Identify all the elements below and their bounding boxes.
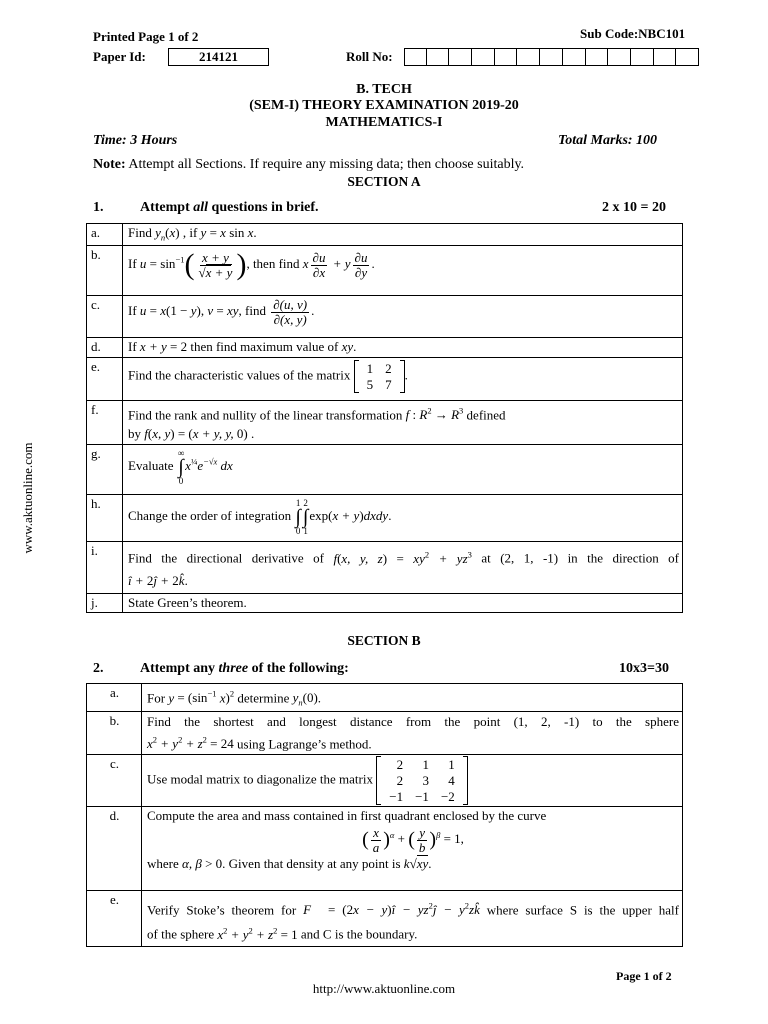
- question-1-text: [140, 200, 319, 216]
- formula: $y_n(0)$: [292, 690, 318, 708]
- roll-box[interactable]: [676, 48, 699, 66]
- item-text: Change the order of integration 1 ∫ 0 2 ∫ 1 exp(x + y)dxdy.: [123, 495, 683, 542]
- roll-box[interactable]: [404, 48, 427, 66]
- formula: f(x, y) = (x + y, y, 0): [144, 426, 248, 442]
- item-b-mid: , then find: [246, 255, 303, 271]
- printed-page-label: Printed Page 1 of 2: [93, 29, 199, 44]
- item-f-line1-post: defined: [463, 407, 506, 423]
- question-row: [87, 296, 683, 338]
- formula: $y_n(x)$: [155, 225, 180, 243]
- matrix-cell: 2: [385, 361, 392, 376]
- formula: $x^2 + y^2 + z^2 = 1$: [217, 925, 298, 942]
- item-text: Find the characteristic values of the matrix 1 2 5 7 .: [123, 358, 683, 401]
- q2-text-pre: Attempt any: [140, 661, 219, 676]
- item-text: If u = x(1 − y), v = xy, find $\frac{\partial(u, v)}{\partial(x, y)}$ .: [123, 296, 683, 338]
- roll-box[interactable]: [517, 48, 540, 66]
- roll-box[interactable]: [586, 48, 609, 66]
- section-a-table: [86, 223, 683, 613]
- section-b-table: [86, 683, 683, 947]
- item-label: j.: [87, 593, 123, 612]
- formula: x $\frac{\partial u}{\partial x}$ + y $\frac{\partial u}{\partial y}$: [302, 249, 368, 280]
- exam-title: (SEM-I) THEORY EXAMINATION 2019-20: [249, 98, 519, 113]
- roll-no-boxes[interactable]: [404, 48, 699, 66]
- formula: x + y = 2: [139, 339, 188, 354]
- item-c-mid: , find: [238, 303, 270, 319]
- question-row: [87, 712, 683, 755]
- note-label: Note:: [93, 157, 126, 172]
- formula: f : $R^2 \to R^3$: [405, 406, 464, 423]
- section-b-title: SECTION B: [347, 633, 421, 648]
- degree-title: B. TECH: [356, 82, 412, 97]
- question-row: [87, 246, 683, 296]
- formula-curve: ( $\frac{x}{a}$ )$^\alpha$ + ( $\frac{y}{b}$ )$^\beta$ = 1,: [362, 825, 464, 855]
- q2-text-em: three: [218, 661, 249, 676]
- item-text: Find $y_n(x)$ , if y = x sin x.: [123, 224, 683, 246]
- footer-url[interactable]: http://www.aktuonline.com: [312, 981, 456, 996]
- matrix-e: [354, 360, 405, 393]
- item-h-text: Change the order of integration: [128, 508, 295, 524]
- matrix-cell: 1: [366, 361, 374, 376]
- formula: F⃗ = (2x − y)î − $yz^2ĵ$ − $y^2zk̂$: [303, 901, 480, 918]
- formula: α, β > 0: [182, 856, 223, 872]
- integral: 2 ∫ 1: [302, 498, 309, 537]
- question-2-number: 2.: [93, 661, 104, 676]
- item-2e-line2-post: and C is the boundary.: [297, 926, 418, 942]
- matrix-cell: −1: [389, 788, 404, 804]
- item-2a-pre: For: [147, 690, 169, 706]
- item-text: State Green’s theorem.: [123, 593, 683, 612]
- item-f-line2: by: [128, 426, 145, 442]
- matrix-c: [376, 756, 468, 805]
- item-text: [142, 712, 683, 755]
- matrix-cell: 2: [396, 772, 404, 788]
- watermark: www.aktuonline.com: [20, 442, 35, 554]
- question-row: [87, 891, 683, 947]
- formula: $\frac{\partial(u, v)}{\partial(x, y)}$: [273, 297, 308, 327]
- item-f-line1: Find the rank and nullity of the linear transformation: [128, 407, 406, 423]
- roll-box[interactable]: [540, 48, 563, 66]
- formula: y = x sin x: [200, 225, 254, 240]
- matrix-cell: 1: [448, 757, 455, 773]
- section-a-title: SECTION A: [347, 174, 421, 189]
- item-label: e.: [87, 891, 142, 947]
- matrix-cell: 1: [422, 757, 429, 773]
- item-g-text: Evaluate: [128, 458, 177, 474]
- item-a-pre: Find: [128, 225, 156, 240]
- question-2-marks: 10x3=30: [619, 661, 669, 676]
- roll-no-label: Roll No:: [346, 49, 393, 64]
- roll-box[interactable]: [427, 48, 450, 66]
- item-text: Find the directional derivative of f(x, y, $z) = xy^2 + yz^3$ at (2, 1, -1) in the direction of î + 2ĵ + 2k̂.: [123, 542, 683, 593]
- question-1-number: 1.: [93, 200, 104, 215]
- item-d-pre: If: [128, 339, 140, 354]
- roll-box[interactable]: [472, 48, 495, 66]
- item-a-post: , if: [179, 225, 201, 240]
- matrix-cell: 4: [448, 772, 455, 788]
- item-text: If x + y = 2 then find maximum value of xy.: [123, 338, 683, 358]
- question-1-marks: 2 x 10 = 20: [602, 200, 666, 215]
- formula: exp(x + y)dxdy: [309, 508, 389, 524]
- roll-box[interactable]: [563, 48, 586, 66]
- question-row: [87, 401, 683, 445]
- item-label: g.: [87, 445, 123, 495]
- item-e-text: Find the characteristic values of the matrix: [128, 367, 354, 383]
- matrix-cell: 3: [422, 772, 429, 788]
- item-c-pre: If: [128, 303, 140, 319]
- formula: f(x, y, $z) = xy^2 + yz^3$: [333, 549, 472, 566]
- item-2d-line3-mid: . Given that density at any point is: [222, 856, 404, 872]
- formula: $x^{\frac{1}{4}}e^{-√x}$ dx: [185, 457, 233, 474]
- item-2e-line2-pre: of the sphere: [147, 926, 218, 942]
- item-2a-mid: determine: [234, 690, 293, 706]
- question-row: [87, 358, 683, 401]
- item-2d-line3: where α, β > 0. Given that density at any point is k√xy.: [147, 856, 432, 872]
- roll-box[interactable]: [449, 48, 472, 66]
- item-text: [142, 807, 683, 891]
- item-text: Find the rank and nullity of the linear transformation f : $R^2 \to R^3$ defined by f(x, y) = (x + y, y, 0) .: [123, 401, 683, 445]
- formula: xy: [341, 339, 354, 354]
- item-2b-line2-post: using Lagrange’s method.: [233, 736, 372, 752]
- matrix-cell: 7: [385, 376, 392, 392]
- item-text: [123, 445, 683, 495]
- question-row: [87, 495, 683, 542]
- roll-box[interactable]: [631, 48, 654, 66]
- formula: k√xy: [403, 856, 429, 872]
- question-row: [87, 807, 683, 891]
- item-label: c.: [87, 296, 123, 338]
- q1-text-post: questions in brief.: [208, 200, 319, 215]
- formula: u = x(1 − y), v = xy: [139, 303, 239, 319]
- item-2e-line1-pre: Verify Stoke’s theorem for: [147, 902, 304, 918]
- formula: $u = \sin^{-1}$( $\frac{x + y}{√x + y}$ ): [139, 248, 247, 281]
- item-text: [142, 891, 683, 947]
- item-label: c.: [87, 755, 142, 807]
- matrix-cell: 5: [366, 376, 374, 392]
- time-label: Time: 3 Hours: [93, 133, 178, 148]
- matrix-cell: −2: [440, 788, 455, 804]
- item-text: If $u = \sin^{-1}$( $\frac{x + y}{√x + y}$ ), then find x $\frac{\partial u}{\partial x}$ + y $\frac{\partial u}{\partial y}$ .: [123, 246, 683, 296]
- roll-box[interactable]: [608, 48, 631, 66]
- question-row: [87, 445, 683, 495]
- item-i-text: Find the directional derivative of: [128, 550, 334, 566]
- integral: 1 ∫ 0: [295, 498, 301, 537]
- formula: $y = (\sin^{-1}$ x)$^2$: [168, 689, 235, 706]
- sub-code: Sub Code:NBC101: [580, 26, 686, 41]
- item-2e-line1: [147, 896, 679, 920]
- question-row: [87, 224, 683, 246]
- note-text: Attempt all Sections. If require any missing data; then choose suitably.: [125, 157, 525, 172]
- item-text: [142, 755, 683, 807]
- subject-title: MATHEMATICS-I: [325, 115, 443, 130]
- roll-box[interactable]: [495, 48, 518, 66]
- q2-text-post: of the following:: [248, 661, 349, 676]
- item-d-mid: then find maximum value of: [187, 339, 342, 354]
- item-label: a.: [87, 224, 123, 246]
- q1-text-em: all: [193, 200, 209, 215]
- item-label: b.: [87, 246, 123, 296]
- integral: ∞ ∫ 0: [177, 448, 185, 487]
- item-label: b.: [87, 712, 142, 755]
- paper-id-box: 214121: [168, 48, 269, 66]
- formula: $x^2 + y^2 + z^2 = 24$: [147, 735, 234, 752]
- item-2c-text: Use modal matrix to diagonalize the matrix: [147, 771, 377, 787]
- question-row: [87, 755, 683, 807]
- item-i-mid: at (2, 1, -1) in the direction of: [471, 550, 679, 566]
- item-i-line1: [128, 543, 679, 569]
- item-label: d.: [87, 807, 142, 891]
- matrix-cell: 2: [396, 757, 404, 773]
- item-text: For $y = (\sin^{-1}$ x)$^2$ determine $y_n(0)$.: [142, 684, 683, 712]
- paper-id-label: Paper Id:: [93, 49, 146, 64]
- item-label: h.: [87, 495, 123, 542]
- note: [93, 157, 524, 173]
- question-row: [87, 338, 683, 358]
- page-footer: Page 1 of 2: [616, 969, 672, 983]
- item-b-pre: If: [128, 255, 140, 271]
- total-marks-label: Total Marks: 100: [558, 133, 658, 148]
- item-2e-line1-post: where surface S is the upper half: [479, 902, 679, 918]
- question-row: [87, 542, 683, 593]
- item-label: d.: [87, 338, 123, 358]
- roll-box[interactable]: [654, 48, 677, 66]
- question-2-text: [140, 661, 349, 677]
- item-label: e.: [87, 358, 123, 401]
- item-label: f.: [87, 401, 123, 445]
- item-2b-line1: Find the shortest and longest distance from the point (1, 2, -1) to the sphere: [147, 714, 679, 729]
- item-label: a.: [87, 684, 142, 712]
- formula: î + 2ĵ + 2k̂: [128, 572, 185, 588]
- question-row: [87, 593, 683, 612]
- q1-text-pre: Attempt: [140, 200, 194, 215]
- matrix-cell: −1: [415, 788, 429, 804]
- item-2d-line3-pre: where: [147, 856, 183, 872]
- item-2d-line1: Compute the area and mass contained in first quadrant enclosed by the curve: [147, 808, 547, 824]
- question-row: [87, 684, 683, 712]
- item-label: i.: [87, 542, 123, 593]
